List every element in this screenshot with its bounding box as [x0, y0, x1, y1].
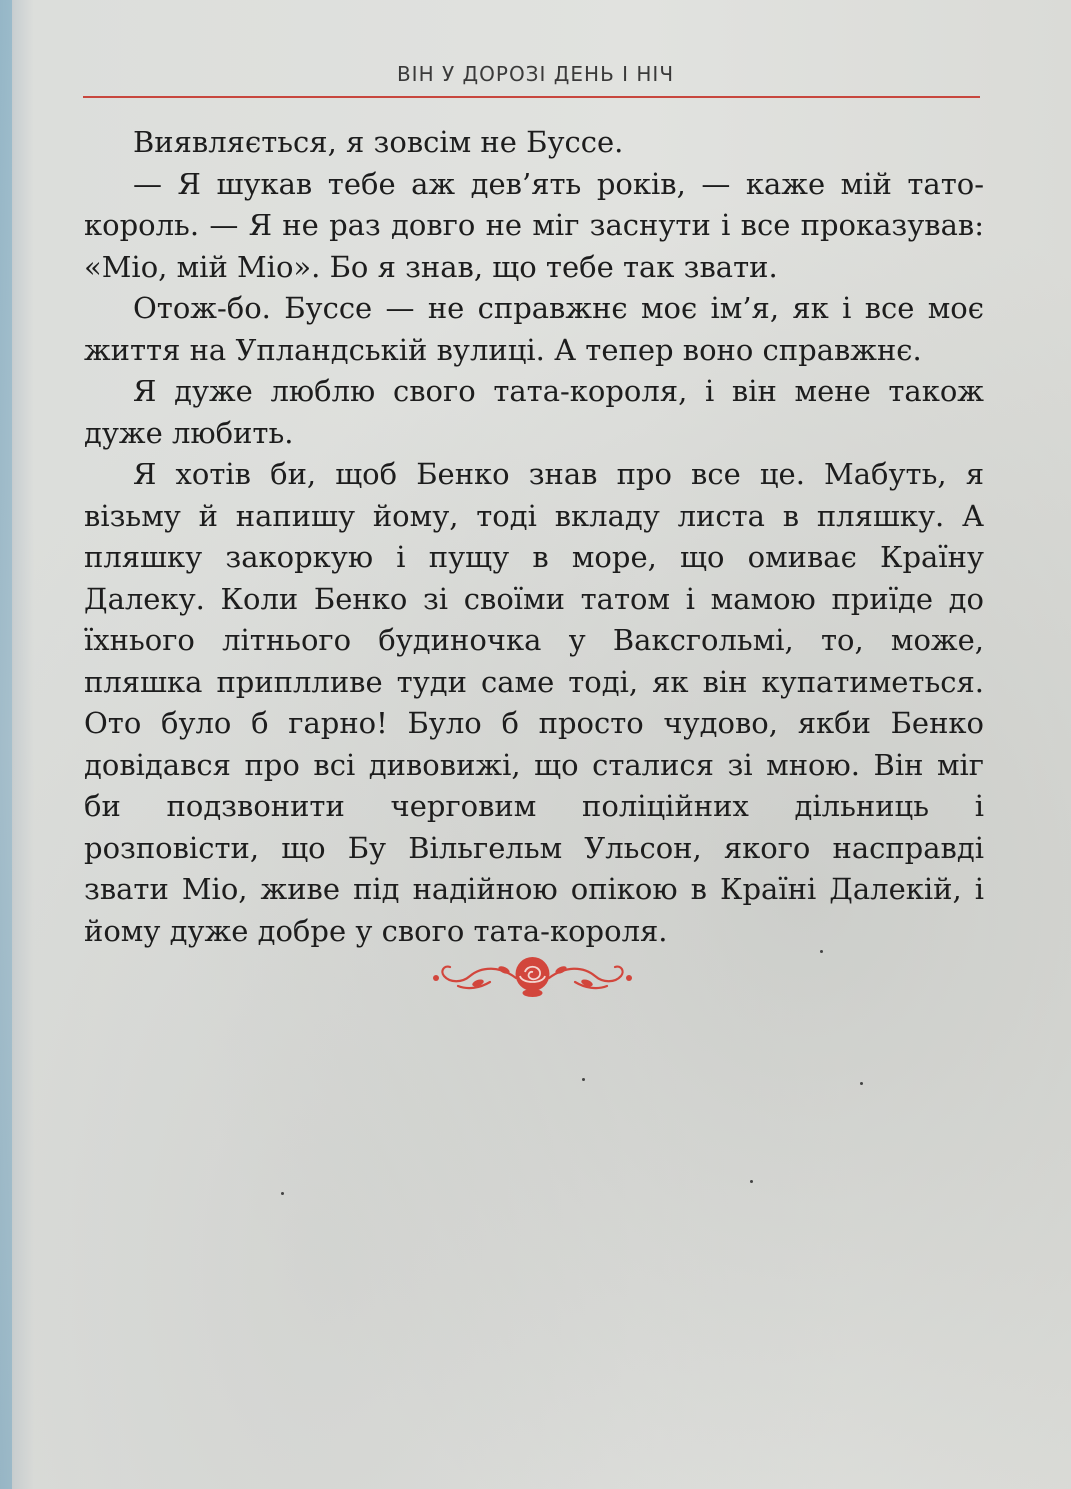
paragraph: Виявляється, я зовсім не Буссе.	[133, 125, 624, 159]
page-binding-edge	[0, 0, 12, 1489]
body-text	[84, 122, 984, 952]
paper-speck	[860, 1082, 863, 1085]
paper-speck	[582, 1078, 585, 1081]
paragraph: Я дуже люблю свого тата-короля, і він мене також дуже любить.	[84, 374, 984, 450]
paper-speck	[820, 950, 823, 953]
header-rule	[83, 96, 980, 98]
paragraph: — Я шукав тебе аж дев’ять років, — каже мій тато-король. — Я не раз довго не міг заснути і все проказував: «Міо, мій Міо». Бо я знав, що тебе так звати.	[84, 166, 984, 284]
running-header: ВІН У ДОРОЗІ ДЕНЬ І НІЧ	[396, 62, 675, 86]
paper-speck	[281, 1192, 284, 1195]
paragraph: Отож-бо. Буссе — не справжнє моє ім’я, як і все моє життя на Упландській вулиці. А тепер воно справжнє.	[84, 291, 984, 367]
rose-ornament-icon	[430, 952, 635, 1000]
paragraph: Я хотів би, щоб Бенко знав про все це. Мабуть, я візьму й напишу йому, тоді вкладу листа в пляшку. А пляшку закоркую і пущу в море, що омиває Країну Далеку. Коли Бенко зі своїми татом і мамою приїде до їхнього літнього будиночка у Ваксгольмі, то, може, пляшка приплливе туди саме тоді, як він купатиметься. Ото було б гарно! Було б просто чудово, якби Бенко довідався про всі дивовижі, що сталися зі мною. Він міг би подзвонити черговим поліційних дільниць і розповісти, що Бу Вільгельм Ульсон, якого насправді звати Міо, живе під надійною опікою в Країні Далекій, і йому дуже добре у свого тата-короля.	[84, 457, 984, 948]
paper-speck	[750, 1180, 753, 1183]
